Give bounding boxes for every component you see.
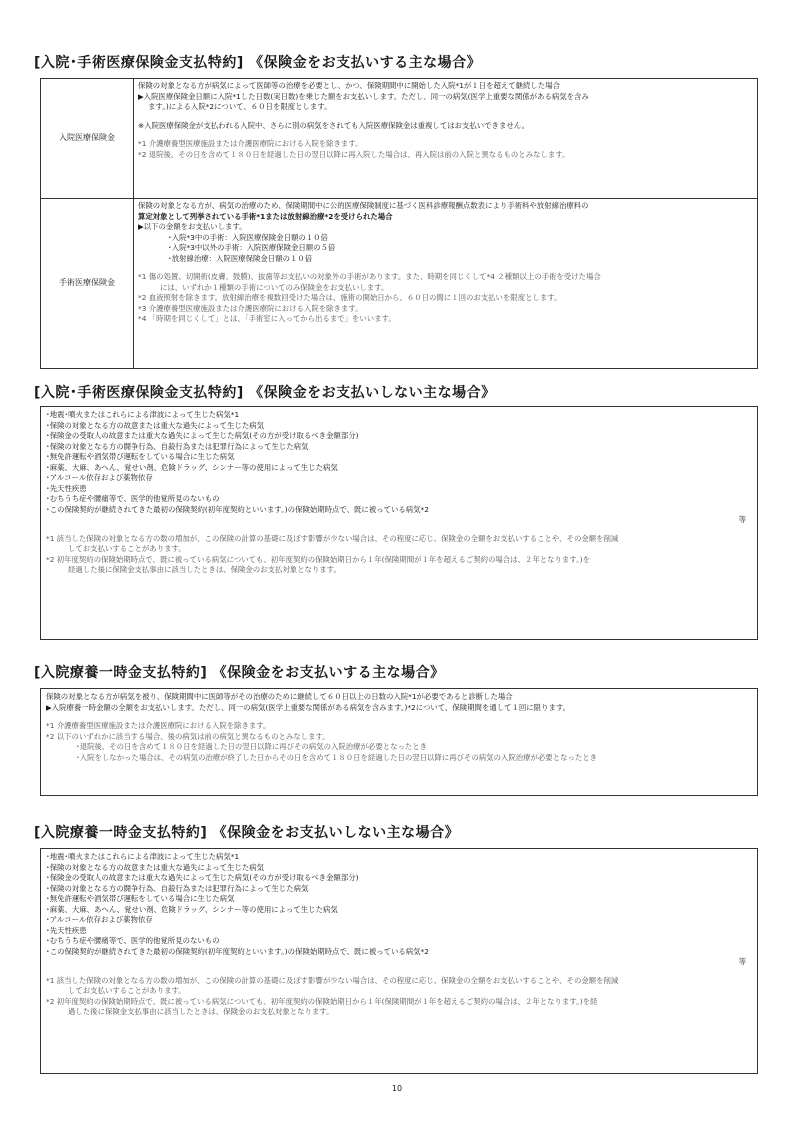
exclusion-item: ･この保険契約が継続されてきた最初の保険契約(初年度契約といいます。)の保険始期時点で、既に被っている病気*2 (46, 504, 429, 514)
lump-sum-payment-box (40, 688, 758, 796)
medical-benefit-table (40, 78, 758, 369)
hospital-benefit-description (134, 79, 758, 199)
surgery-note: *2 血液照射を除きます。放射線治療を複数回受けた場合は、施術の開始日から、６０日の間に１回のお支払いを限度とします。 (138, 293, 562, 302)
lump-sum-subnote: ･退院後、その日を含めて１８０日を経過した日の翌日以降に再びその病気の入院治療が必要となったとき (76, 742, 428, 751)
lump-sum-line: ▶入院療養一時金額の全額をお支払いします。ただし、同一の病気(医学上重要な関係がある病気を含みます。)*2について、保険期間を通して１回に限ります。 (46, 702, 571, 712)
etc-mark: 等 (738, 515, 746, 524)
lump-sum-note: *1 介護療養型医療施設または介護医療院における入院を除きます。 (46, 721, 271, 730)
hospital-benefit-row (41, 79, 758, 199)
section-title-medical-exclusions: [入院･手術医療保険金支払特約] 《保険金をお支払いしない主な場合》 (34, 385, 496, 401)
surgery-line: 算定対象として列挙されている手術*1または放射線治療*2を受けられた場合 (138, 211, 393, 221)
exclusion-item: ･保険の対象となる方の故意または重大な過失によって生じた病気 (46, 862, 265, 872)
surgery-note: *4 「時期を同じくして」とは、「手術室に入ってから出るまで」をいいます。 (138, 314, 396, 323)
exclusion-note: *1 該当した保険の対象となる方の数の増加が、この保険の計算の基礎に及ぼす影響が少ない場合は、その程度に応じ、保険金の全額をお支払いすることや、その金額を削減 (46, 975, 619, 985)
exclusion-item: ･アルコール依存および薬物依存 (46, 473, 153, 482)
exclusion-item: ･むちうち症や腰痛等で、医学的他覚所見のないもの (46, 494, 220, 503)
exclusion-item: ･地震･噴火またはこれらによる津波によって生じた病気*1 (46, 410, 240, 419)
exclusion-item: ･無免許運転や酒気帯び運転をしている場合に生じた病気 (46, 452, 235, 461)
exclusion-item: ･保険の対象となる方の闘争行為、自殺行為または犯罪行為によって生じた病気 (46, 441, 309, 451)
surgery-line: ▶以下の金額をお支払いします。 (138, 222, 247, 231)
exclusion-item: ･この保険契約が継続されてきた最初の保険契約(初年度契約といいます。)の保険始期時点で、既に被っている病気*2 (46, 946, 429, 956)
lump-sum-subnote: ･入院をしなかった場合は、その病気の治療が終了した日からその日を含めて１８０日を経過した日の翌日以降に再びその病気の入院治療が必要となったとき (76, 752, 598, 762)
hospital-line: ▶入院医療保険金日額に入院*1した日数(実日数)を乗じた額をお支払いします。ただし、同一の病気(医学上重要な関係がある病気を含み (138, 91, 589, 101)
exclusion-item: ･地震･噴火またはこれらによる津波によって生じた病気*1 (46, 852, 240, 861)
surgery-note: *3 介護療養型医療施設または介護医療院における入院を除きます。 (138, 303, 363, 313)
exclusion-note: 過した後に保険金支払事由に該当したときは、保険金のお支払対象となります。 (68, 1007, 334, 1016)
section-title-medical-payment: [入院･手術医療保険金支払特約] 《保険金をお支払いする主な場合》 (34, 55, 482, 71)
hospital-note: *2 退院後、その日を含めて１８０日を経過した日の翌日以降に再入院した場合は、再入院は前の入院と異なるものとみなします。 (138, 149, 570, 159)
surgery-benefit-description (134, 199, 758, 369)
exclusion-note: *1 該当した保険の対象となる方の数の増加が、この保険の計算の基礎に及ぼす影響が少ない場合は、その程度に応じ、保険金の全額をお支払いすることや、その金額を削減 (46, 533, 619, 543)
surgery-line: 保険の対象となる方が、病気の治療のため、保険期間中に公的医療保険制度に基づく医科診療報酬点数表により手術料や放射線治療料の (138, 201, 589, 210)
exclusion-note: してお支払いすることがあります。 (68, 544, 186, 553)
exclusion-item: ･無免許運転や酒気帯び運転をしている場合に生じた病気 (46, 894, 235, 903)
section-title-lump-sum-payment: [入院療養一時金支払特約] 《保険金をお支払いする主な場合》 (34, 665, 445, 681)
hospital-line: ます。)による入院*2について、６０日を限度とします。 (148, 102, 332, 111)
etc-mark: 等 (738, 957, 746, 966)
exclusion-item: ･先天性疾患 (46, 483, 87, 493)
medical-exclusions-box (40, 406, 758, 640)
surgery-item: ･入院*3中の手術：入院医療保険金日額の１０倍 (168, 232, 328, 242)
exclusion-note: 経過した後に保険金支払事由に該当したときは、保険金のお支払対象となります。 (68, 565, 341, 574)
exclusion-item: ･保険金の受取人の故意または重大な過失によって生じた病気(その方が受け取るべき金額部分) (46, 873, 359, 882)
lump-sum-line: 保険の対象となる方が病気を被り、保険期間中に医師等がその治療のために継続して６０日以上の日数の入院*1が必要であると診断した場合 (46, 692, 513, 701)
surgery-item: ･入院*3中以外の手術：入院医療保険金日額の５倍 (168, 243, 336, 252)
exclusion-item: ･麻薬、大麻、あへん、覚せい剤、危険ドラッグ、シンナー等の使用によって生じた病気 (46, 462, 338, 472)
exclusion-item: ･保険の対象となる方の故意または重大な過失によって生じた病気 (46, 420, 265, 430)
hospital-line: 保険の対象となる方が病気によって医師等の治療を必要とし、かつ、保険期間中に開始した入院*1が１日を超えて継続した場合 (138, 81, 560, 90)
exclusion-item: ･先天性疾患 (46, 925, 87, 935)
exclusion-item: ･麻薬、大麻、あへん、覚せい剤、危険ドラッグ、シンナー等の使用によって生じた病気 (46, 904, 338, 914)
section-title-lump-sum-exclusions: [入院療養一時金支払特約] 《保険金をお支払いしない主な場合》 (34, 825, 460, 841)
surgery-note: には、いずれか１種類の手術についてのみ保険金をお支払いします。 (160, 282, 389, 292)
exclusion-item: ･アルコール依存および薬物依存 (46, 915, 153, 924)
hospital-line: ※入院医療保険金が支払われる入院中、さらに別の病気をされても入院医療保険金は重複してはお支払いできません。 (138, 120, 529, 130)
exclusion-item: ･保険の対象となる方の闘争行為、自殺行為または犯罪行為によって生じた病気 (46, 883, 309, 893)
exclusion-note: してお支払いすることがあります。 (68, 986, 186, 995)
lump-sum-exclusions-box (40, 848, 758, 1074)
exclusion-note: *2 初年度契約の保険始期時点で、既に被っている病気についても、初年度契約の保険始期日から１年(保険期間が１年を超えるご契約の場合は、２年となります。)を経 (46, 996, 598, 1006)
surgery-benefit-row (41, 199, 758, 369)
lump-sum-note: *2 以下のいずれかに該当する場合、後の病気は前の病気と異なるものとみなします。 (46, 731, 330, 741)
hospital-benefit-label: 入院医療保険金 (41, 79, 134, 199)
surgery-item: ･放射線治療：入院医療保険金日額の１０倍 (168, 253, 313, 263)
surgery-benefit-label: 手術医療保険金 (41, 199, 134, 369)
hospital-note: *1 介護療養型医療施設または介護医療院における入院を除きます。 (138, 139, 363, 148)
exclusion-note: *2 初年度契約の保険始期時点で、既に被っている病気についても、初年度契約の保険始期日から１年(保険期間が１年を超えるご契約の場合は、２年となります。)を (46, 554, 591, 564)
page-number: 10 (391, 1084, 403, 1093)
exclusion-item: ･むちうち症や腰痛等で、医学的他覚所見のないもの (46, 936, 220, 945)
exclusion-item: ･保険金の受取人の故意または重大な過失によって生じた病気(その方が受け取るべき金額部分) (46, 431, 359, 440)
surgery-note: *1 傷の処置、切開術(皮膚、鼓膜)、抜歯等お支払いの対象外の手術があります。また、時期を同じくして*4 ２種類以上の手術を受けた場合 (138, 272, 601, 281)
